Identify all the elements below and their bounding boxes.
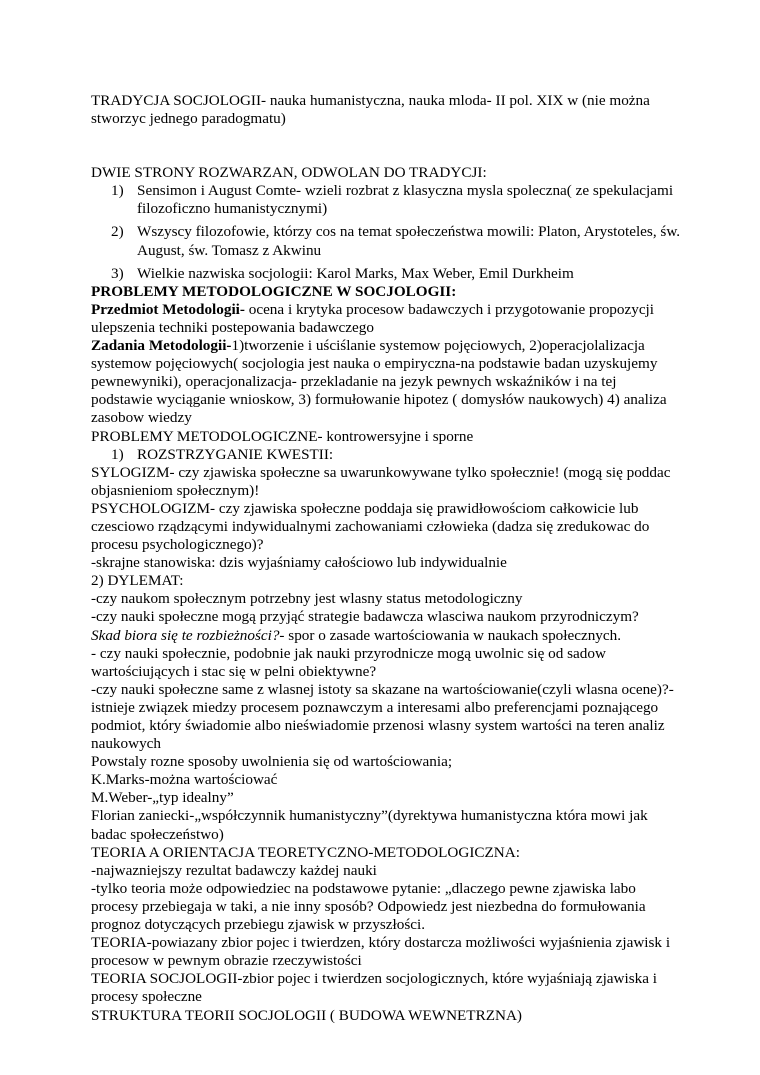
paragraph-teoria-socjologii: TEORIA SOCJOLOGII-zbior pojec i twierdzen socjologicznych, które wyjaśniają zjawiska i procesy społeczne (91, 970, 658, 1006)
term-przedmiot: Przedmiot Metodologii- (91, 300, 245, 318)
heading-problemy (91, 283, 681, 301)
paragraph-tradycja: TRADYCJA SOCJOLOGII- nauka humanistyczna, nauka mloda- II pol. XIX w (nie można stworzyc jednego paradogmatu) (91, 92, 650, 128)
list-item (91, 223, 681, 259)
paragraph-weber: M.Weber-„typ idealny” (91, 789, 234, 807)
list-item-text: Sensimon i August Comte- wzieli rozbrat z klasyczna mysla spoleczna( ze spekulacjami filozoficzno humanistycznymi) (137, 182, 674, 218)
italic-question: Skad biora się te rozbieżności?- (91, 626, 285, 644)
tradition-list (91, 182, 681, 282)
list-item-text: Wszyscy filozofowie, którzy cos na temat społeczeństwa mowili: Platon, Arystoteles, św. August, św. Tomasz z Akwinu (137, 223, 681, 259)
paragraph-teoria-definicja: TEORIA-powiazany zbior pojec i twierdzen, który dostarcza możliwości wyjaśnienia zjawisk i procesow w pewnym obrazie rzeczywistości (91, 934, 671, 970)
list-item-text: ROZSTRZYGANIE KWESTII: (137, 445, 334, 463)
issues-list (91, 446, 681, 464)
paragraph-text: spor o zasade wartościowania w naukach społecznych. (284, 626, 622, 644)
heading-text: PROBLEMY METODOLOGICZNE W SOCJOLOGII: (91, 282, 457, 300)
paragraph-teoria-orientacja: TEORIA A ORIENTACJA TEORETYCZNO-METODOLOGICZNA: (91, 843, 520, 861)
paragraph-sylogizm: SYLOGIZM- czy zjawiska społeczne sa uwarunkowywane tylko społecznie! (mogą się poddac objasnieniom społecznym)! (91, 463, 671, 499)
paragraph-powstaly: Powstaly rozne sposoby uwolnienia się od wartościowania; (91, 753, 453, 771)
paragraph-dylemat-1: -czy naukom społecznym potrzebny jest wlasny status metodologiczny (91, 590, 523, 608)
paragraph-dylemat-2: -czy nauki społeczne mogą przyjąć strategie badawcza wlasciwa naukom przyrodniczym? (91, 608, 639, 626)
paragraph-zadania (91, 337, 681, 427)
list-number: 1) (111, 182, 124, 200)
definition-text: ocena i krytyka procesow badawczych i przygotowanie propozycji ulepszenia techniki postepowania badawczego (91, 300, 654, 336)
list-number: 3) (111, 264, 124, 282)
blank-line (91, 128, 681, 164)
document-body (91, 92, 681, 1025)
paragraph-znaniecki: Florian zaniecki-„współczynnik humanistyczny”(dyrektywa humanistyczna która mowi jak badac społeczeństwo) (91, 807, 648, 843)
list-item (91, 446, 681, 464)
paragraph-teoria-1: -najwazniejszy rezultat badawczy każdej nauki (91, 861, 377, 879)
paragraph-problemy-metodologiczne: PROBLEMY METODOLOGICZNE- kontrowersyjne i sporne (91, 427, 474, 445)
paragraph-marks: K.Marks-można wartościować (91, 771, 278, 789)
paragraph-dylemat-3 (91, 627, 681, 645)
list-number: 2) (111, 223, 124, 241)
paragraph-przedmiot (91, 301, 681, 337)
term-zadania: Zadania Metodologii- (91, 337, 232, 355)
list-number: 1) (111, 445, 124, 463)
paragraph-dylemat: 2) DYLEMAT: (91, 572, 184, 590)
paragraph-dylemat-4: - czy nauki społecznie, podobnie jak nauki przyrodnicze mogą uwolnic się od sadow wartościujących i stac się w pelni obiektywne? (91, 644, 606, 680)
list-item (91, 182, 681, 218)
paragraph-dylemat-5: -czy nauki społeczne same z wlasnej istoty sa skazane na wartościowanie(czyli wlasna ocene)?- istnieje związek miedzy procesem poznawczym a interesami albo preferencjami poznającego podmiot, który świadomie albo nieświadomie przenosi wlasny system wartości na teren analiz naukowych (91, 680, 674, 753)
paragraph-struktura: STRUKTURA TEORII SOCJOLOGII ( BUDOWA WEWNETRZNA) (91, 1006, 522, 1024)
list-item (91, 265, 681, 283)
paragraph-teoria-2: -tylko teoria może odpowiedziec na podstawowe pytanie: „dlaczego pewne zjawiska labo procesy przebiegaja w taki, a nie inny sposób? Odpowiedz jest niezbedna do formułowania prognoz dotyczących przebiegu zjawisk w przyszłości. (91, 879, 646, 934)
list-item-text: Wielkie nazwiska socjologii: Karol Marks, Max Weber, Emil Durkheim (137, 264, 574, 282)
paragraph-skrajne: -skrajne stanowiska: dzis wyjaśniamy całościowo lub indywidualnie (91, 554, 507, 572)
paragraph-dwie-strony: DWIE STRONY ROZWARZAN, ODWOLAN DO TRADYCJI: (91, 164, 487, 182)
paragraph-psychologizm: PSYCHOLOGIZM- czy zjawiska społeczne poddaja się prawidłowościom całkowicie lub czesciowo rządzącymi indywidualnymi zachowaniami człowieka (dadza się zredukowac do procesu psychologicznego)? (91, 499, 650, 554)
definition-text: 1)tworzenie i uściślanie systemow pojęciowych, 2)operacjolalizacja systemow pojęciowych( socjologia jest nauka o empiryczna-na podstawie badan uzyskujemy pewnewyniki), operacjonalizacja- przekladanie na jezyk pewnych wskaźników i na tej podstawie wyciąganie wnioskow, 3) formułowanie hipotez ( domysłów naukowych) 4) analiza zasobow wiedzy (91, 337, 667, 427)
